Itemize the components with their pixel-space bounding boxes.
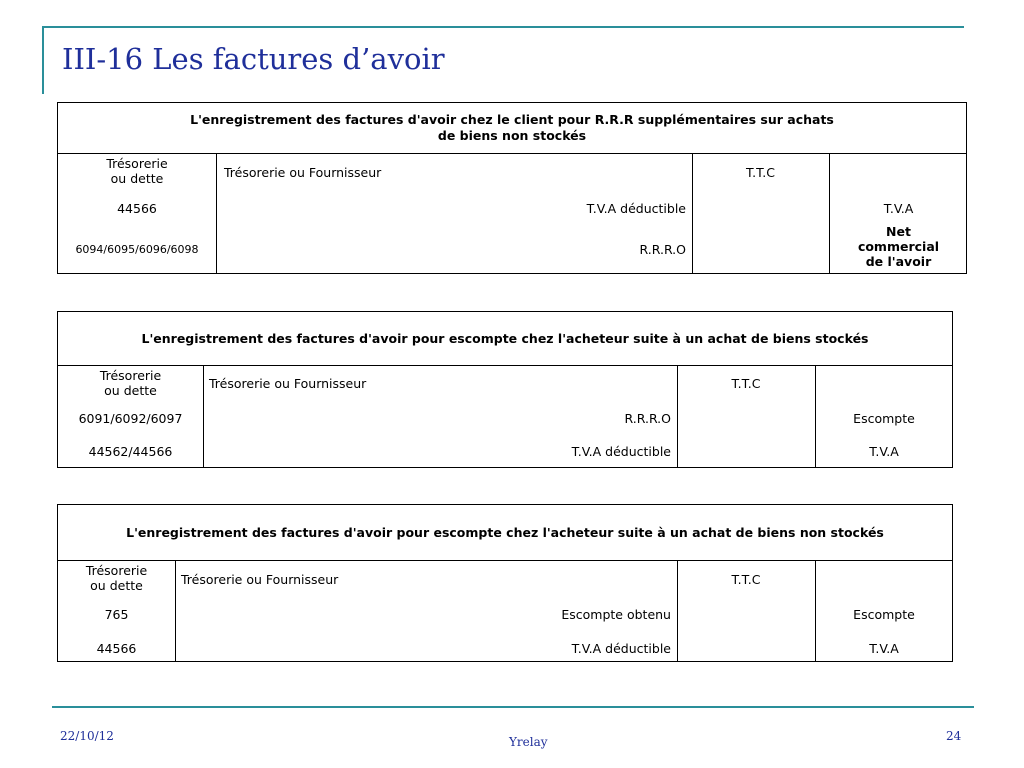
- debit-cell: T.T.C: [746, 165, 775, 180]
- label-cell: T.V.A déductible: [571, 444, 671, 459]
- table-header: L'enregistrement des factures d'avoir pour escompte chez l'acheteur suite à un achat de biens non stockés: [58, 505, 952, 561]
- credit-cell: T.V.A: [883, 201, 914, 216]
- label-cell: Trésorerie ou Fournisseur: [209, 376, 367, 391]
- label-cell: T.V.A déductible: [571, 641, 671, 656]
- label-cell: Trésorerie ou Fournisseur: [224, 165, 382, 180]
- account-cell: Trésorerie ou dette: [85, 563, 148, 593]
- credit-cell: Escompte: [853, 607, 915, 622]
- account-cell: Trésorerie ou dette: [99, 368, 162, 398]
- table-header-line-1: L'enregistrement des factures d'avoir chez le client pour R.R.R supplémentaires sur achats: [190, 112, 834, 127]
- credit-cell: T.V.A: [869, 444, 899, 459]
- account-cell: 44566: [96, 641, 137, 656]
- credit-cell: T.V.A: [869, 641, 899, 656]
- debit-cell: T.T.C: [731, 376, 761, 391]
- credit-cell: Escompte: [853, 411, 915, 426]
- credit-cell: Net commercial de l'avoir: [857, 224, 940, 269]
- account-cell: 44566: [117, 201, 157, 216]
- footer-date: 22/10/12: [60, 729, 114, 743]
- label-cell: R.R.R.O: [624, 411, 671, 426]
- account-cell: 44562/44566: [88, 444, 173, 459]
- label-cell: Trésorerie ou Fournisseur: [181, 572, 339, 587]
- footer-accent-line: [52, 706, 974, 708]
- slide-title: III-16 Les factures d’avoir: [62, 42, 445, 76]
- table-header-line-2: de biens non stockés: [437, 128, 587, 143]
- label-cell: T.V.A déductible: [586, 201, 686, 216]
- journal-table-discount-non-stocked: [57, 504, 953, 662]
- table-header: L'enregistrement des factures d'avoir pour escompte chez l'acheteur suite à un achat de biens stockés: [58, 312, 952, 366]
- account-cell: Trésorerie ou dette: [106, 156, 168, 186]
- title-accent-horizontal-line: [42, 26, 964, 28]
- footer-author: Yrelay: [509, 735, 548, 749]
- journal-table-discount-stocked: [57, 311, 953, 468]
- journal-table-rrr-non-stocked: [57, 102, 967, 274]
- account-cell: 6091/6092/6097: [78, 411, 183, 426]
- account-cell: 765: [104, 607, 129, 622]
- title-accent-vertical-line: [42, 26, 44, 94]
- label-cell: R.R.R.O: [639, 242, 686, 257]
- label-cell: Escompte obtenu: [561, 607, 671, 622]
- debit-cell: T.T.C: [731, 572, 761, 587]
- footer-page-number: 24: [946, 729, 962, 743]
- table-header: [58, 103, 966, 154]
- account-cell: 6094/6095/6096/6098: [75, 243, 199, 256]
